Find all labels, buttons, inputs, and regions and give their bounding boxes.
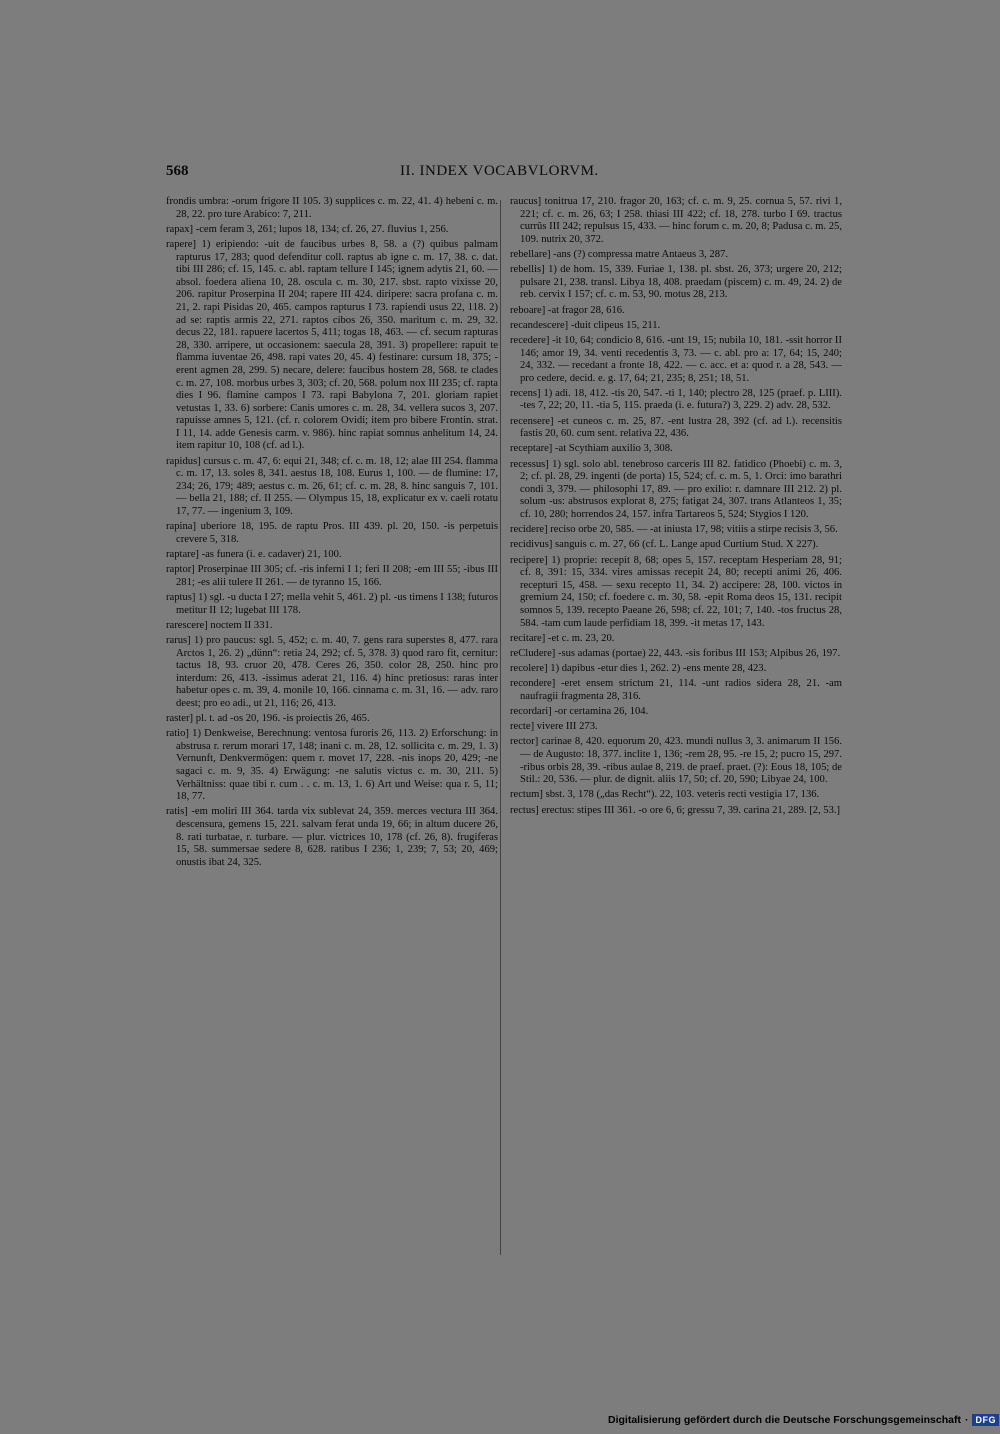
dictionary-entry: recte] vivere III 273. <box>510 721 598 733</box>
dictionary-entry: rapere] 1) eripiendo: -uit de faucibus urbes 8, 58. a (?) quibus palmam rapturus 17, 283; quod defenditur coll. raptus ab igne c. m. 17, 38. c. dat. tibi III 286; cf. 15, 145. c. abl. raptam tellure I 145; ignem adytis 21, 60. — absol. foedera aliena 10, 28. oscula c. m. 30, 217. sbst. rapto vixisse 20, 206. rapitur Proserpina II 204; rapere III 424. diripere: sacra profana c. m. 21, 2. rapi Pisidas 20, 465. campos rapturus I 73. rapiendi usus 22, 118. 2) ad se: raptis armis 22, 271. raptos cibos 26, 350. maritum c. m. 29, 32. decus 22, 181. rapuere lacertos 5, 411; togas 18, 463. — cf. secum rapturas 28, 330. arripere, ut occasionem: saecula 28, 391. 3) propellere: rapuit te flamma iuventae 26, 498. rapi vates 20, 45. 4) festinare: cursum 18, 375; -erent agmen 28, 299. 5) necare, delere: faucibus hostem 28, 568. te clades c. m. 27, 108. morbus urbes 3, 303; cf. 20, 568. polum nox III 235; cf. rapta dies I 96. flamine campos I 73. rapi Babylona 7, 201. gloriam rapiet vetustas 1, 33. 6) sorbere: Canis umores c. m. 28, 34. vellera sucos 3, 207. rapuisse amnes 5, 121. (cf. r. colorem Ovidi; item pro bibere Frontin. strat. I 11, 14. adde Genesis carm. v. 986). hinc rapiat somnus anhelitum 14, 24. item rapitur 10, 108 (cf. ad l.). <box>166 238 498 452</box>
dictionary-entry: recondere] -eret ensem strictum 21, 114. -unt radios sidera 28, 21. -am naufragii fragmenta 28, 316. <box>510 678 842 702</box>
credit-text: Digitalisierung gefördert durch die Deutsche Forschungsgemeinschaft <box>608 1414 961 1426</box>
dictionary-entry: recolere] 1) dapibus -etur dies 1, 262. 2) -ens mente 28, 423. <box>510 663 767 675</box>
running-title: II. INDEX VOCABVLORVM. <box>400 163 599 179</box>
dictionary-entry: recipere] 1) proprie: recepit 8, 68; opes 5, 157. receptam Hesperiam 28, 91; cf. 8, 391: 15, 334. vires amissas recepit 24, 80; recepti animi 26, 406. recepturi 15, 458. — sexu recepto 11, 34. 2) accipere: 28, 100. victos in gremium 24, 150; cf. foedere c. m. 30, 58. -epit Roma deos 15, 131. recipit somnos 5, 139. recepto Paeane 26, 598; cf. 22, 101; 7, 140. -tos fructus 28, 584. -tam cum laude perfidiam 18, 399. -it metas 17, 143. <box>510 554 842 629</box>
dictionary-entry: recidere] reciso orbe 20, 585. — -at iniusta 17, 98; vitiis a stirpe recisis 3, 56. <box>510 524 838 536</box>
dictionary-entry: raptare] -as funera (i. e. cadaver) 21, 100. <box>166 549 342 560</box>
dictionary-entry: raptor] Proserpinae III 305; cf. -ris inferni I 1; feri II 208; -em III 55; -ibus III 281; -es alii tulere II 261. — de tyranno 15, 166. <box>166 564 498 588</box>
dictionary-entry: receptare] -at Scythiam auxilio 3, 308. <box>510 443 673 455</box>
dictionary-entry: raster] pl. t. ad -os 20, 196. -is proiectis 26, 465. <box>166 713 370 725</box>
dictionary-entry: ratio] 1) Denkweise, Berechnung: ventosa furoris 26, 113. 2) Erforschung: in abstrusa r. rerum morari 17, 148; inani c. m. 28, 12. sollicita c. m. 29, 1. 3) Vernunft, Denkvermögen: quem r. movet 17, 228. -nis inops 20, 429; -ne sagaci c. m. 9, 35. 4) Erwägung: -ne salutis victus c. m. 30, 211. 5) Verhältniss: quae tibi r. cum . . c. m. 13, 1. 6) Art und Weise: qua r. 5, 11; 18, 77. <box>166 728 498 803</box>
dictionary-entry: recitare] -et c. m. 23, 20. <box>510 632 615 644</box>
dictionary-entry: recensere] -et cuneos c. m. 25, 87. -ent lustra 28, 392 (cf. ad l.). recensitis fastis 20, 60. cum sent. relativa 22, 436. <box>510 415 842 440</box>
dictionary-entry: recidivus] sanguis c. m. 27, 66 (cf. L. Lange apud Curtium Stud. X 227). <box>510 539 819 551</box>
dictionary-entry: raptus] 1) sgl. -u ducta I 27; mella vehit 5, 461. 2) pl. -us timens I 138; futuros metitur II 12; lugebat III 178. <box>166 591 498 616</box>
dictionary-entry: reboare] -at fragor 28, 616. <box>510 304 625 316</box>
separator-dot: · <box>964 1414 969 1426</box>
dictionary-entry: rectum] sbst. 3, 178 („das Recht“). 22, 103. veteris recti vestigia 17, 136. <box>510 789 820 801</box>
dictionary-entry: rector] carinae 8, 420. equorum 20, 423. mundi nullus 3, 3. animarum II 156. — de Augusto: 18, 377. inclite 1, 136; -rem 28, 95. -re 15, 2; pucro 15, 297. -ribus orbis 28, 39. -ribus aulae 8, 219. de praef. praet. (?): Eous 18, 105; de Stil.: 20, 536. — plur. de dignit. aliis 17, 50; cf. 20, 590; Libyae 24, 100. <box>510 736 842 786</box>
dictionary-entry: rapidus] cursus c. m. 47, 6: equi 21, 348; cf. c. m. 18, 12; alae III 254. flamma c. m. 17, 13. soles 8, 341. aestus 18, 108. Eurus 1, 100. — de flumine: 17, 234; 26, 179; 489; aestus c. m. 26, 61; cf. c. m. 28, 8. hinc sanguis 7, 101. — bella 21, 188; cf. II 255. — Olympus 15, 18, explicatur ex v. caeli rotatu 17, 77. — ingenium 3, 109. <box>166 455 498 518</box>
dfg-logo: DFG <box>972 1414 999 1426</box>
right-column <box>510 196 842 820</box>
digitization-credit <box>608 1413 999 1427</box>
dictionary-entry: rebellare] -ans (?) compressa matre Antaeus 3, 287. <box>510 248 728 260</box>
dictionary-entry: recandescere] -duit clipeus 15, 211. <box>510 319 661 331</box>
dictionary-entry: reCludere] -sus adamas (portae) 22, 443. -sis foribus III 153; Alpibus 26, 197. <box>510 647 841 659</box>
dictionary-entry: recedere] -it 10, 64; condicio 8, 616. -unt 19, 15; nubila 10, 181. -ssit horror II 146; amor 19, 34. venti recedentis 3, 73. — c. abl. pro a: 17, 64; 15, 240; 24, 332. — recedant a fronte 18, 422. — c. acc. et a: quod r. a 28, 543. — pro cedere, decid. e. g. 17, 64; 21, 235; 8, 251; 18, 51. <box>510 334 842 384</box>
page-number: 568 <box>166 163 189 179</box>
dictionary-entry: raucus] tonitrua 17, 210. fragor 20, 163; cf. c. m. 9, 25. cornua 5, 57. rivi 1, 221; cf. c. m. 26, 63; I 258. thiasi III 422; cf. 18, 278. turbo I 69. tractus currûs III 242; repulsus 15, 433. — hinc forum c. m. 20, 8; Padusa c. m. 25, 109. nutrix 20, 372. <box>510 196 842 245</box>
dictionary-entry: rapina] uberiore 18, 195. de raptu Pros. III 439. pl. 20, 150. -is perpetuis crevere 5, 318. <box>166 521 498 545</box>
dictionary-entry: rectus] erectus: stipes III 361. -o ore 6, 6; gressu 7, 39. carina 21, 289. [2, 53.] <box>510 804 841 816</box>
dictionary-entry: frondis umbra: -orum frigore II 105. 3) supplices c. m. 22, 41. 4) hebeni c. m. 28, 22. pro ture Arabico: 7, 211. <box>166 196 498 220</box>
left-column <box>166 196 498 872</box>
dictionary-entry: recens] 1) adi. 18, 412. -tis 20, 547. -ti 1, 140; plectro 28, 125 (praef. p. LIII). -tes 7, 22; 20, 11. -tia 5, 115. praeda (i. e. futura?) 3, 229. 2) adv. 28, 532. <box>510 387 842 412</box>
dictionary-entry: rebellis] 1) de hom. 15, 339. Furiae 1, 138. pl. sbst. 26, 373; urgere 20, 212; pulsare 21, 238. transl. Libya 18, 408. praedam (piscem) c. m. 49, 24. 2) de reb. cervix I 157; cf. c. m. 53, 90. motus 28, 213. <box>510 264 842 301</box>
dictionary-entry: rarescere] noctem II 331. <box>166 619 273 631</box>
dictionary-entry: rapax] -cem feram 3, 261; lupos 18, 134; cf. 26, 27. fluvius 1, 256. <box>166 223 449 235</box>
dictionary-entry: recessus] 1) sgl. solo abl. tenebroso carceris III 82. fatidico (Phoebi) c. m. 3, 2; cf. pl. 28, 29. ingenti (de porta) 15, 524; cf. c. m. 5, 1. Orci: imo barathri condi 3, 379. — philosophi 17, 89. — pro exilio: r. damnare III 212. 2) pl. solum -us: abstrusos explorat 8, 275; fatigat 24, 307. trans Atlanteos 1, 35; cf. 10, 280; horrendos 24, 157. infra Tartareos 5, 524; Stygios I 120. <box>510 458 842 520</box>
column-divider <box>500 200 501 1255</box>
dictionary-entry: recordari] -or certamina 26, 104. <box>510 706 649 718</box>
dictionary-entry: ratis] -em moliri III 364. tarda vix sublevat 24, 359. merces vectura III 364. descensura, gemens 15, 221. salvam ferat unda 19, 66; in altum ducere 26, 8. rati turbatae, r. turbare. — plur. victrices 10, 178 (cf. 26, 8). frugiferas 15, 58. summersae sedere 8, 628. ratibus I 236; 1, 239; 7, 53; 20, 469; onustis ibat 24, 325. <box>166 806 498 868</box>
dictionary-entry: rarus] 1) pro paucus: sgl. 5, 452; c. m. 40, 7. gens rara superstes 8, 477. rara Arctos 1, 26. 2) „dünn“: retia 24, 292; cf. 5, 378. 3) quod raro fit, cernitur: tactus 18, 93. cruor 20, 478. Ceres 26, 350. color 28, 250. hinc pro interdum: 26, 413. -issimus aderat 21, 116. 4) hinc pretiosus: raras inter habetur opes c. m. 39, 4. monile 10, 166. cinnama c. m. 31, 16. — adv. raro deest; pro eo adi., ut 21, 116; 26, 413. <box>166 634 498 709</box>
